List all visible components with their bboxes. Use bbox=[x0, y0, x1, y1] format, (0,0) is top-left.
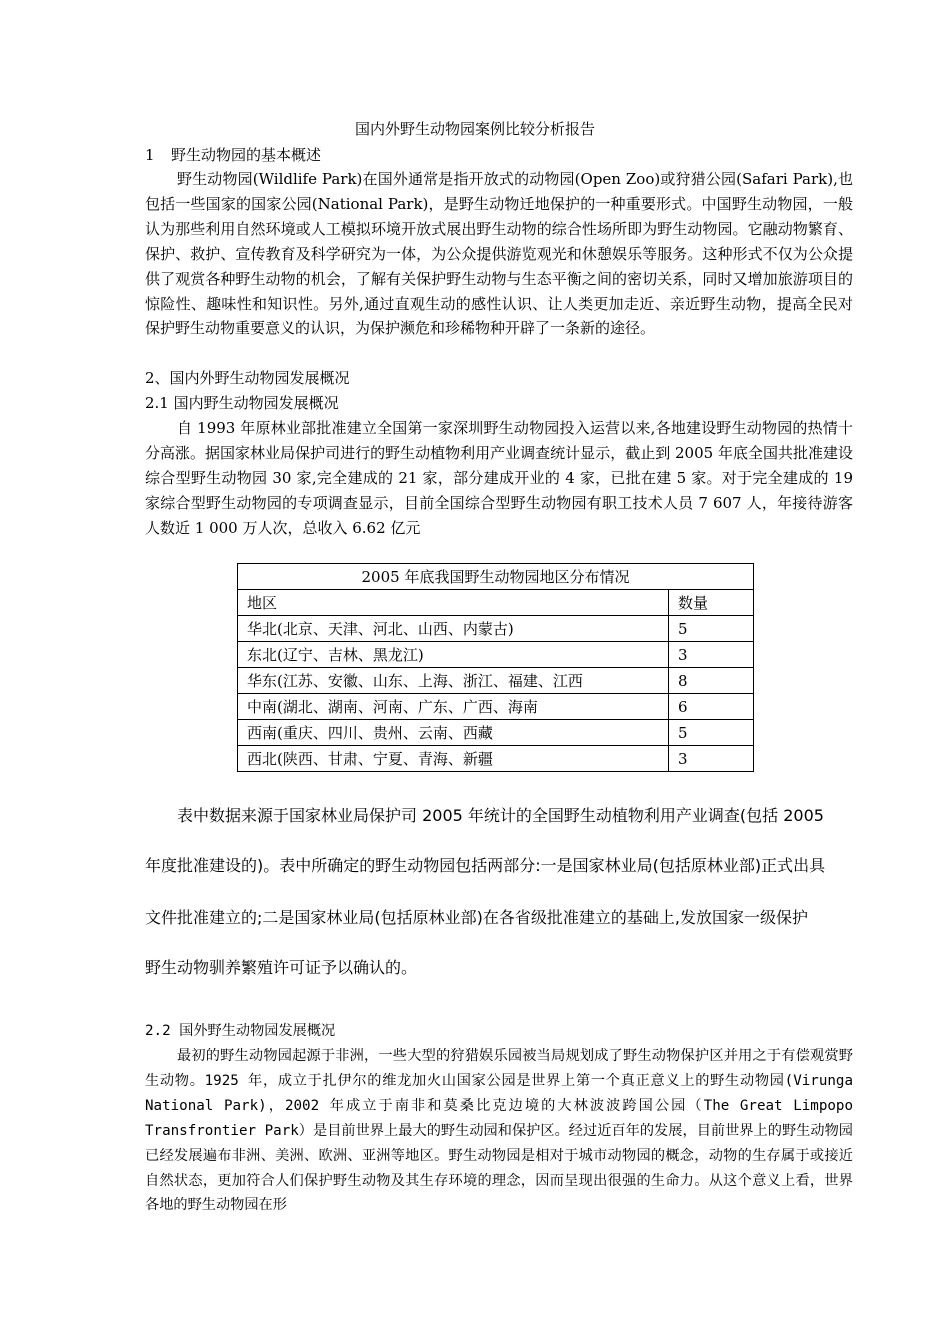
region-cell: 中南(湖北、湖南、河南、广东、广西、海南 bbox=[238, 694, 669, 720]
table-row bbox=[238, 668, 754, 694]
table-note-line: 表中数据来源于国家林业局保护司 2005 年统计的全国野生动植物利用产业调查(包括 2005 bbox=[177, 806, 824, 825]
document-title: 国内外野生动物园案例比较分析报告 bbox=[354, 120, 595, 138]
table-row bbox=[238, 694, 754, 720]
count-cell: 5 bbox=[669, 720, 754, 746]
table-note-line: 文件批准建立的;二是国家林业局(包括原林业部)在各省级批准建立的基础上,发放国家一级保护 bbox=[145, 908, 808, 927]
count-cell: 6 bbox=[669, 694, 754, 720]
count-cell: 8 bbox=[669, 668, 754, 694]
section-2-1-paragraph: 自 1993 年原林业部批准建立全国第一家深圳野生动物园投入运营以来,各地建设野生动物园的热情十分高涨。据国家林业局保护司进行的野生动植物利用产业调查统计显示，截止到 2005 年底全国共批准建设综合型野生动物园 30 家,完全建成的 21 家，部分建成开业的 4 家，已批在建 5 家。对于完全建成的 19 家综合型野生动物园的专项调查显示，目前全国综合型野生动物园有职工技术人员 7 607 人，年接待游客人数近 1 000 万人次，总收入 6.62 亿元 bbox=[145, 419, 853, 537]
table-header-row bbox=[238, 590, 754, 616]
column-header-region: 地区 bbox=[238, 590, 669, 616]
section-2-1-heading: 2.1 国内野生动物园发展概况 bbox=[145, 394, 339, 412]
section-1-heading bbox=[145, 144, 321, 166]
count-cell: 3 bbox=[669, 642, 754, 668]
table-note-line: 年度批准建设的)。表中所确定的野生动物园包括两部分:一是国家林业局(包括原林业部)正式出具 bbox=[145, 856, 826, 875]
table-row bbox=[238, 616, 754, 642]
table-caption: 2005 年底我国野生动物园地区分布情况 bbox=[238, 564, 754, 590]
table-caption-row bbox=[238, 564, 754, 590]
region-cell: 西北(陕西、甘肃、宁夏、青海、新疆 bbox=[238, 746, 669, 772]
count-cell: 3 bbox=[669, 746, 754, 772]
region-cell: 华北(北京、天津、河北、山西、内蒙古) bbox=[238, 616, 669, 642]
section-2-2-paragraph: 最初的野生动物园起源于非洲，一些大型的狩猎娱乐园被当局规划成了野生动物保护区并用之于有偿观赏野生动物。1925 年，成立于扎伊尔的维龙加火山国家公园是世界上第一个真正意义上的野生动物园(Virunga National Park)，2002 年成立于南非和莫桑比克边境的大林波波跨国公园（The Great Limpopo Transfrontier Park）是目前世界上最大的野生动园和保护区。经过近百年的发展，目前世界上的野生动物园已经发展遍布非洲、美洲、欧洲、亚洲等地区。野生动物园是相对于城市动物园的概念，动物的生存属于或接近自然状态，更加符合人们保护野生动物及其生存环境的理念，因而呈现出很强的生命力。从这个意义上看，世界各地的野生动物园在形 bbox=[145, 1048, 853, 1214]
distribution-table bbox=[237, 563, 754, 772]
region-cell: 西南(重庆、四川、贵州、云南、西藏 bbox=[238, 720, 669, 746]
column-header-count: 数量 bbox=[669, 590, 754, 616]
table-row bbox=[238, 746, 754, 772]
count-cell: 5 bbox=[669, 616, 754, 642]
table-row bbox=[238, 720, 754, 746]
table-note-line: 野生动物驯养繁殖许可证予以确认的。 bbox=[145, 958, 418, 977]
section-1-heading-text: 野生动物园的基本概述 bbox=[171, 146, 322, 164]
table-row bbox=[238, 642, 754, 668]
section-1-number: 1 bbox=[145, 146, 155, 164]
section-2-2-heading: 2.2 国外野生动物园发展概况 bbox=[145, 1023, 336, 1039]
region-cell: 东北(辽宁、吉林、黑龙江) bbox=[238, 642, 669, 668]
region-cell: 华东(江苏、安徽、山东、上海、浙江、福建、江西 bbox=[238, 668, 669, 694]
section-1-paragraph: 野生动物园(Wildlife Park)在国外通常是指开放式的动物园(Open Zoo)或狩猎公园(Safari Park),也包括一些国家的国家公园(National Park)，是野生动物迁地保护的一种重要形式。中国野生动物园，一般认为那些利用自然环境或人工模拟环境开放式展出野生动物的综合性场所即为野生动物园。它融动物繁育、保护、救护、宣传教育及科学研究为一体，为公众提供游览观光和休憩娱乐等服务。这种形式不仅为公众提供了观赏各种野生动物的机会，了解有关保护野生动物与生态平衡之间的密切关系，同时又增加旅游项目的惊险性、趣味性和知识性。另外,通过直观生动的感性认识、让人类更加走近、亲近野生动物，提高全民对保护野生动物重要意义的认识，为保护濒危和珍稀物种开辟了一条新的途径。 bbox=[145, 170, 853, 338]
section-2-heading: 2、国内外野生动物园发展概况 bbox=[145, 369, 350, 387]
